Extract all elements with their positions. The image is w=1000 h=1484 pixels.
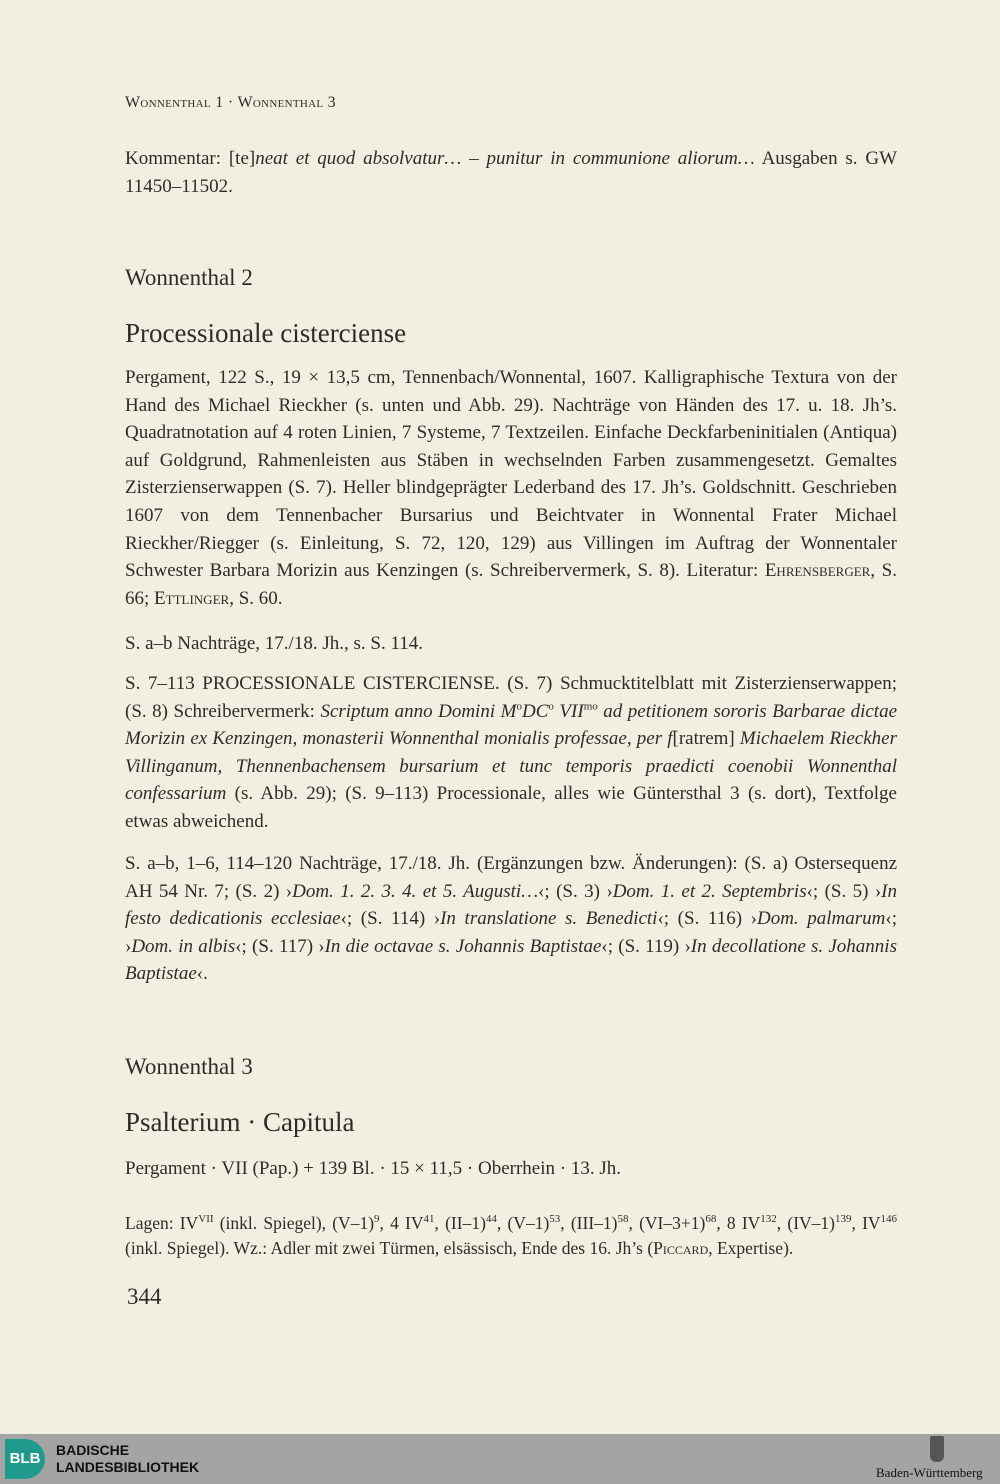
text-segment: Kommentar: [te] [125,148,256,169]
text-segment: S. a–b, 1–6, 114–120 Nachträge, 17./18. Jh. (Ergänzungen bzw. Änderungen): (S. a) Ostersequenz AH 54 Nr. 7; (S. 2) › [125,853,897,902]
text-segment: Ehrensberger [764,560,871,582]
text-segment: VII [553,700,584,722]
text-segment: Ettlinger [154,587,230,609]
shelfmark-heading-w3: Wonnenthal 3 [125,1054,253,1079]
shelfmark-heading-w2: Wonnenthal 2 [125,265,253,290]
text-segment: , 4 IV [379,1213,424,1233]
text-segment: Michaelem Rieckher Villinganum, Thennenbachensem bursarium et tunc temporis praedicti coenobii Wonnenthal confessarium [125,728,897,805]
state-label[interactable]: Baden-Württemberg [876,1465,983,1480]
paragraph-nachtraege-2 [125,850,897,988]
text-segment: (inkl. Spiegel). Wz.: Adler mit zwei Türmen, elsässisch, Ende des 16. Jh’s ( [125,1238,654,1258]
library-name-line2: LANDESBIBLIOTHEK [56,1459,200,1475]
text-segment: ‹; (S. 119) › [601,935,691,957]
text-segment: Pergament · VII (Pap.) + 139 Bl. · 15 × 11,5 · Oberrhein · 13. Jh. [125,1158,621,1179]
text-segment: ‹; (S. 5) › [806,880,882,902]
text-segment: , (VI–3+1) [628,1213,706,1233]
text-segment: Piccard [653,1238,709,1258]
text-segment: ‹; › [125,908,898,957]
title-heading-w2: Processionale cisterciense [125,318,407,348]
text-segment: o [516,700,522,713]
text-segment: Dom. 1. 2. 3. 4. et 5. Augusti… [292,880,539,902]
text-segment: 68 [705,1213,717,1226]
text-segment: Scriptum anno Domini M [320,700,517,722]
text-segment: , 8 IV [716,1213,761,1233]
text-segment: , (II–1) [434,1213,486,1233]
text-segment: ad petitionem sororis Barbarae dictae Morizin ex Kenzingen, monasterii Wonnenthal monialis professae, per f [125,700,898,750]
footer-bar [0,1434,1000,1484]
text-segment: , (V–1) [496,1213,550,1233]
text-segment: ‹; (S. 3) › [538,880,613,902]
text-segment: 53 [549,1213,561,1226]
text-segment: VII [198,1213,214,1226]
text-segment: Ausgaben s. GW 11450–11502. [125,148,898,197]
library-name-line1: BADISCHE [56,1442,130,1458]
library-name [56,1442,199,1476]
text-segment: , Expertise). [708,1238,794,1258]
text-segment: DC [521,700,549,722]
coat-of-arms-icon [930,1436,944,1462]
text-segment: Lagen: IV [125,1213,199,1233]
text-segment: o [548,700,554,713]
text-segment: Dom. 1. et 2. Septembris [612,880,807,902]
text-segment: ‹. [196,963,208,985]
text-segment: neat et quod absolvatur… – punitur in communione aliorum… [255,148,755,169]
text-segment: (inkl. Spiegel), (V–1) [213,1213,375,1233]
text-segment: ‹; (S. 117) › [235,935,325,957]
text-segment: Dom. palmarum [756,908,886,930]
text-segment: mo [583,700,598,713]
text-segment: , S. 66; [125,560,897,609]
page-number: 344 [127,1284,162,1309]
text-segment: 139 [835,1213,852,1226]
paragraph-kommentar [125,145,897,200]
text-segment: Pergament, 122 S., 19 × 13,5 cm, Tennenbach/Wonnental, 1607. Kalligraphische Textura von der Hand des Michael Rieckher (s. unten und Abb. 29). Nachträge von Händen des 17. u. 18. Jh’s. Quadratnotation auf 4 roten Linien, 7 Systeme, 7 Textzeilen. Einfache Deckfarbeninitialen (Antiqua) auf Goldgrund, Rahmenleisten aus Stäben in wechselnden Farben zusammengesetzt. Gemaltes Zisterzienserwappen (S. 7). Heller blindgeprägter Lederband des 17. Jh’s. Goldschnitt. Geschrieben 1607 von dem Tennenbacher Bursarius und Beichtvater in Wonnental Frater Michael Rieckher/Riegger (s. Einleitung, S. 72, 120, 129) aus Villingen im Auftrag der Wonnentaler Schwester Barbara Morizin aus Kenzingen (s. Schreibervermerk, S. 8). Literatur: [125,367,897,582]
text-segment: , IV [851,1213,881,1233]
text-segment: Dom. in albis [131,935,236,957]
text-segment: , (IV–1) [776,1213,835,1233]
blb-logo[interactable]: BLB [5,1439,45,1479]
text-segment: 58 [617,1213,629,1226]
text-segment: S. 7–113 PROCESSIONALE CISTERCIENSE. (S. 7) Schmucktitelblatt mit Zisterzienserwappen; (S. 8) Schreibervermerk: [125,673,897,722]
text-segment: (s. Abb. 29); (S. 9–113) Processionale, alles wie Güntersthal 3 (s. dort), Textfolge etwas abweichend. [125,783,897,832]
text-segment: In die octavae s. Johannis Baptistae [324,935,602,957]
running-head: Wonnenthal 1 · Wonnenthal 3 [125,94,336,111]
title-heading-w3: Psalterium · Capitula [125,1107,355,1137]
text-segment: , S. 60. [229,587,283,609]
text-segment: 41 [423,1213,435,1226]
text-segment: 132 [760,1213,777,1226]
text-segment: ‹; (S. 116) › [657,908,757,930]
text-segment: In decollatione s. Johannis Baptistae [125,935,897,985]
paragraph-desc-w2 [125,364,897,612]
text-segment: S. a–b Nachträge, 17./18. Jh., s. S. 114. [125,633,423,654]
text-segment: 146 [880,1213,898,1226]
text-segment: ‹; (S. 114) › [340,908,441,930]
text-segment: In festo dedicationis ecclesiae [125,880,897,930]
text-segment: In translatione s. Benedicti [440,908,658,930]
paragraph-lagen [125,1211,897,1261]
paragraph-nachtraege-1 [125,630,897,658]
text-segment: 44 [485,1213,497,1226]
text-segment: 9 [374,1213,380,1226]
text-segment: [ratrem] [672,728,740,750]
paragraph-processionale [125,670,897,836]
text-segment: , (III–1) [560,1213,618,1233]
paragraph-summary-w3 [125,1155,897,1183]
